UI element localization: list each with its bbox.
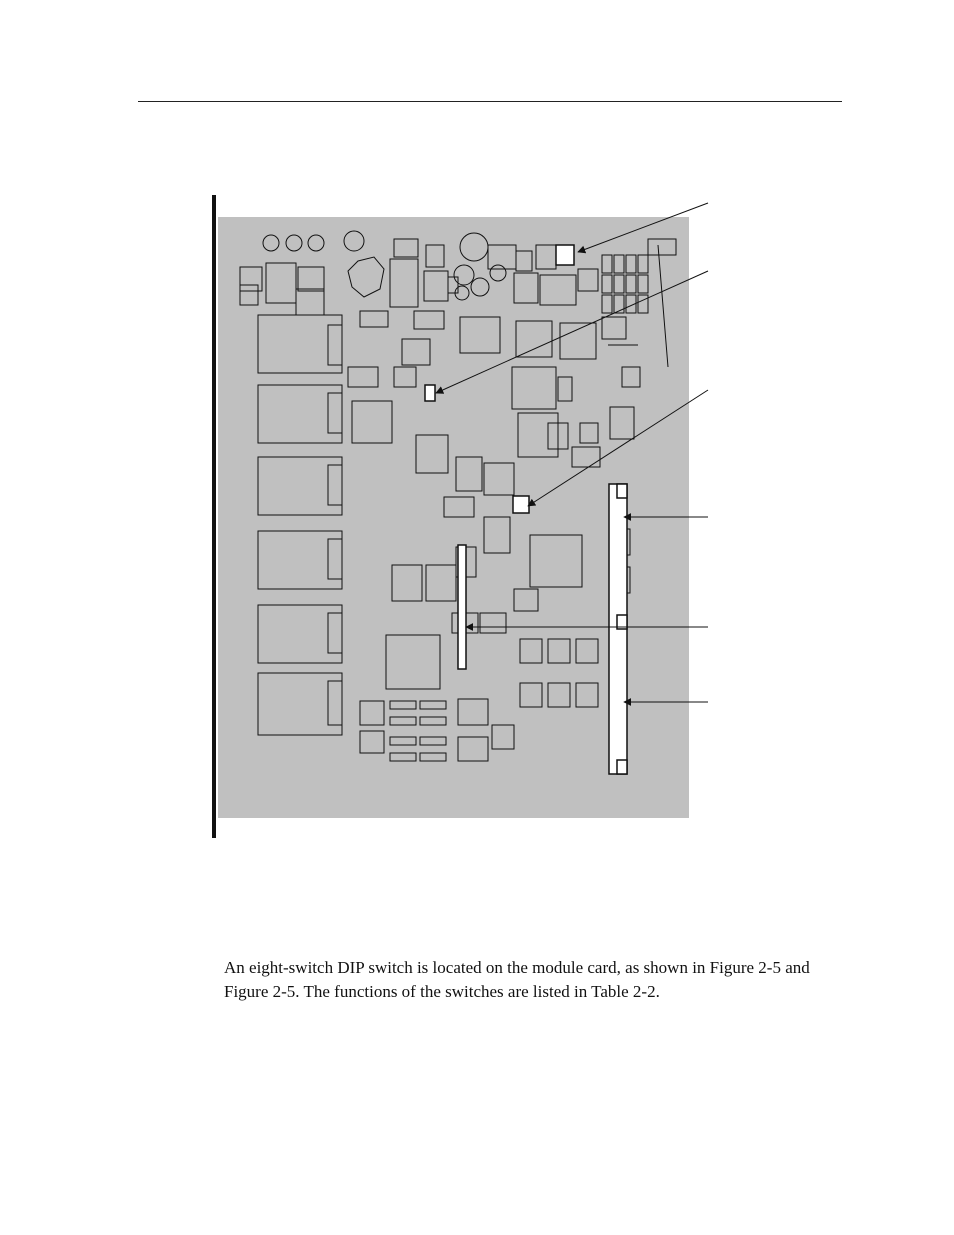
dip-switch bbox=[513, 496, 529, 513]
header-rule bbox=[138, 101, 842, 102]
circuit-board-drawing bbox=[218, 217, 689, 818]
highlighted-component-left bbox=[425, 385, 435, 401]
body-paragraph: An eight-switch DIP switch is located on the module card, as shown in Figure 2-5 and Figure 2-5. The functions of the switches are listed in Table 2-2. bbox=[224, 958, 810, 1001]
change-bar bbox=[212, 195, 216, 838]
connector-slot bbox=[458, 545, 466, 669]
module-card-figure bbox=[218, 217, 689, 818]
highlighted-component-top bbox=[556, 245, 574, 265]
